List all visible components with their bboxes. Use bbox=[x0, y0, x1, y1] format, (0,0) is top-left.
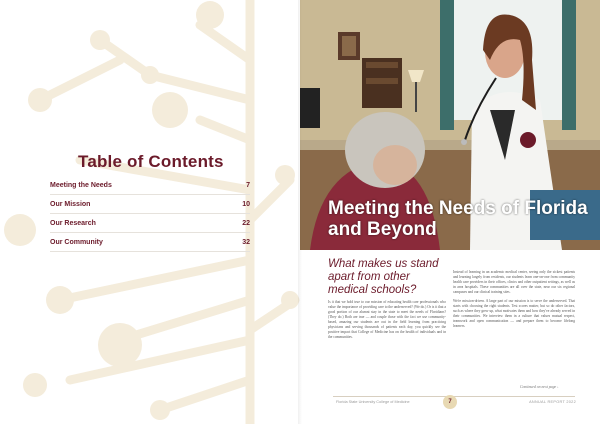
toc-item-page: 10 bbox=[242, 200, 250, 208]
toc-item-our-research[interactable] bbox=[50, 214, 250, 233]
toc-item-label: Our Research bbox=[50, 219, 96, 227]
toc-item-meeting-the-needs[interactable] bbox=[50, 176, 250, 195]
toc-item-our-community[interactable] bbox=[50, 233, 250, 252]
toc-list bbox=[50, 176, 250, 252]
footer-publication: Florida State University College of Medicine bbox=[336, 400, 410, 404]
toc-item-page: 7 bbox=[246, 181, 250, 189]
article-paragraph: Instead of learning in an academic medical center, seeing only the sickest patients and learning largely from residents, our students learn one-on-one from community health care providers in their offices, clinics and other outpatient settings, as well as in area hospitals. These communities are all over the state, near our six regional campuses and our clinical training sites. bbox=[453, 270, 575, 294]
article-paragraph: We're mission-driven. A large part of our mission is to serve the underserved. That starts with choosing the right students. Test scores matter, but so do other factors, such as where they grew up, what motivates them and how they've already served in their communities. We interview them in a culture that values mutual respect, teamwork and open communication — and prepare them to become lifelong learners. bbox=[453, 299, 575, 328]
page-number-badge: 7 bbox=[443, 395, 457, 409]
toc-title: Table of Contents bbox=[78, 152, 224, 171]
article-subhead: What makes us stand apart from other medical schools? bbox=[328, 258, 439, 296]
toc-item-label: Our Community bbox=[50, 238, 103, 246]
article-column-2 bbox=[453, 270, 575, 333]
article-column-1 bbox=[328, 300, 446, 344]
footer-report-title: ANNUAL REPORT 2022 bbox=[529, 400, 576, 404]
toc-item-page: 22 bbox=[242, 219, 250, 227]
article-headline: Meeting the Needs of Florida and Beyond bbox=[328, 198, 588, 240]
toc-item-label: Meeting the Needs bbox=[50, 181, 112, 189]
toc-item-label: Our Mission bbox=[50, 200, 91, 208]
article-paragraph: Is it that we hold true to our mission of educating health care professionals who value the importance of providing care to the underserved? (We do.) Or is it that a good portion of our alumni stay in the state to meet the needs of Floridians? (They do.) Both are true — and couple those with the fact we use community-based, amazing our students are out in the field learning from practicing physicians and serving thousands of patients each day, you quickly see the positive impact that College of Medicine has on the health of individuals and in the communities. bbox=[328, 300, 446, 339]
continued-note[interactable]: Continued on next page › bbox=[520, 385, 559, 389]
toc-item-our-mission[interactable] bbox=[50, 195, 250, 214]
toc-item-page: 32 bbox=[242, 238, 250, 246]
page-gutter bbox=[298, 0, 302, 424]
